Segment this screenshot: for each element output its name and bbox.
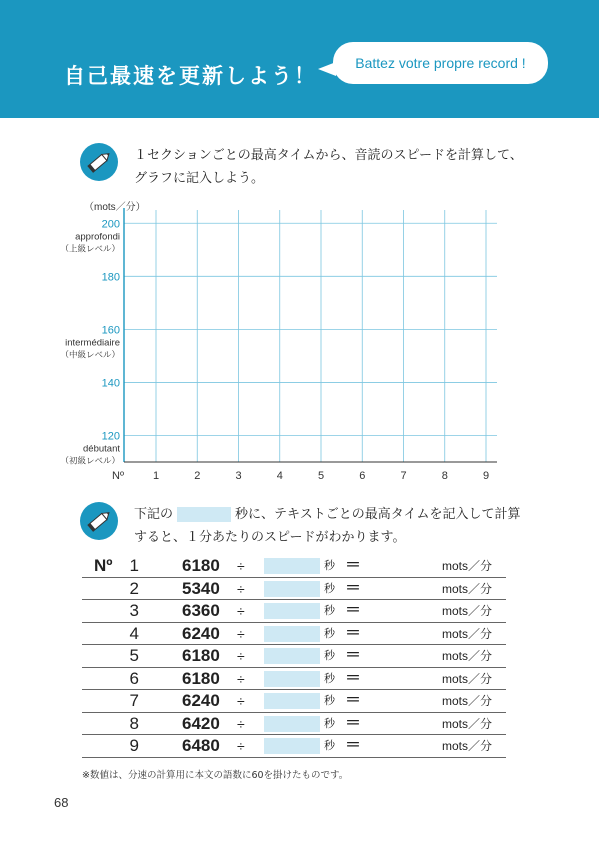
- divide-sign: ÷: [237, 670, 245, 687]
- row-number: 1: [129, 556, 139, 575]
- footnote: ※数値は、分速の計算用に本文の語数に60を掛けたものです。: [82, 770, 349, 781]
- level-label-jp: （上級レベル）: [60, 243, 120, 254]
- divide-sign: ÷: [237, 625, 245, 642]
- x-tick-label: 7: [400, 470, 407, 482]
- seconds-label: 秒: [324, 605, 335, 617]
- level-label: débutant: [83, 443, 120, 455]
- y-tick-label: 140: [101, 377, 120, 390]
- table-row: [82, 578, 506, 601]
- row-number: 5: [129, 646, 139, 665]
- divide-sign: ÷: [237, 715, 245, 732]
- pencil-icon: [80, 502, 118, 540]
- row-number: 4: [129, 623, 139, 643]
- equals-sign: ＝: [345, 624, 362, 642]
- seconds-label: 秒: [324, 582, 335, 595]
- y-tick-label: 180: [101, 271, 120, 284]
- seconds-input-box[interactable]: [264, 603, 320, 619]
- instruction-chart: １セクションごとの最高タイムから、音読のスピードを計算して、グラフに記入しよう。: [134, 148, 523, 186]
- seconds-input-box[interactable]: [264, 626, 320, 642]
- table-row: [82, 555, 506, 578]
- unit-label: mots／分: [442, 671, 493, 686]
- equals-sign: ＝: [345, 579, 362, 597]
- level-label-jp: （中級レベル）: [60, 349, 120, 360]
- divide-sign: ÷: [237, 580, 245, 597]
- seconds-input-box[interactable]: [264, 693, 320, 709]
- equals-sign: ＝: [345, 669, 362, 687]
- equals-sign: ＝: [345, 714, 362, 732]
- divide-sign: ÷: [237, 648, 245, 664]
- row-number: 3: [129, 601, 139, 620]
- y-tick-label: 160: [101, 324, 120, 337]
- equals-sign: ＝: [345, 557, 362, 574]
- seconds-input-box[interactable]: [264, 648, 320, 664]
- page-title: 自己最速を更新しよう！: [64, 64, 317, 88]
- table-row: [82, 645, 506, 668]
- x-tick-label: 3: [235, 470, 242, 482]
- seconds-input-box[interactable]: [264, 558, 320, 574]
- equals-sign: ＝: [345, 602, 362, 619]
- unit-label: mots／分: [442, 581, 493, 596]
- x-tick-label: 5: [317, 470, 325, 482]
- divide-sign: ÷: [237, 603, 245, 619]
- row-value: 6180: [182, 646, 220, 665]
- unit-label: mots／分: [442, 739, 493, 753]
- row-number: 8: [129, 713, 139, 733]
- x-tick-label: 2: [194, 470, 201, 482]
- seconds-label: 秒: [324, 650, 335, 662]
- equals-sign: ＝: [345, 692, 362, 709]
- seconds-label: 秒: [324, 672, 335, 685]
- instruction-table-before: 下記の: [134, 507, 174, 522]
- instruction-table: [134, 503, 524, 549]
- table-row: [82, 668, 506, 691]
- unit-label: mots／分: [442, 649, 493, 663]
- unit-label: mots／分: [442, 694, 493, 708]
- level-label: approfondi: [75, 231, 120, 243]
- speech-bubble-text: Battez votre propre record !: [355, 55, 526, 71]
- seconds-input-box[interactable]: [264, 716, 320, 732]
- x-tick-label: 8: [441, 470, 448, 482]
- row-value: 6240: [182, 691, 220, 710]
- page-number: 68: [54, 795, 69, 810]
- seconds-label: 秒: [324, 560, 335, 572]
- x-tick-label: 4: [276, 470, 283, 482]
- x-tick-label: 6: [359, 470, 366, 482]
- unit-label: mots／分: [442, 716, 493, 731]
- level-label-jp: （初級レベル）: [60, 455, 120, 466]
- seconds-label: 秒: [324, 740, 335, 752]
- row-value: 6240: [182, 623, 220, 643]
- equals-sign: ＝: [345, 647, 362, 664]
- row-value: 6420: [182, 713, 220, 733]
- row-number: 2: [129, 578, 139, 598]
- seconds-input-box[interactable]: [264, 581, 320, 597]
- divide-sign: ÷: [237, 738, 245, 754]
- level-label: intermédiaire: [65, 337, 120, 349]
- row-value: 6180: [182, 668, 220, 688]
- table-row: [82, 690, 506, 713]
- equals-sign: ＝: [345, 737, 362, 754]
- y-axis-unit: （mots／分）: [84, 202, 146, 213]
- x-tick-label: 1: [152, 470, 160, 482]
- row-value: 6480: [182, 736, 220, 755]
- instruction-table-after: 秒に、テキストごとの最高タイムを記入して計算すると、１分あたりのスピードがわかります。: [134, 507, 521, 545]
- y-tick-label: 120: [101, 430, 120, 443]
- table-row: [82, 600, 506, 623]
- row-number: 7: [129, 691, 139, 710]
- divide-sign: ÷: [237, 558, 245, 574]
- x-tick-label: 9: [482, 470, 490, 482]
- unit-label: mots／分: [442, 626, 493, 641]
- y-tick-label: 200: [101, 218, 120, 231]
- row-number: 9: [129, 736, 139, 755]
- row-number: 6: [129, 668, 139, 688]
- seconds-label: 秒: [324, 717, 335, 730]
- row-no-label: Nº: [94, 556, 113, 575]
- table-row: [82, 713, 506, 736]
- unit-label: mots／分: [442, 559, 493, 573]
- row-value: 6360: [182, 601, 220, 620]
- table-row: [82, 735, 506, 758]
- divide-sign: ÷: [237, 693, 245, 709]
- seconds-input-box[interactable]: [264, 671, 320, 687]
- unit-label: mots／分: [442, 604, 493, 618]
- seconds-label: 秒: [324, 627, 335, 640]
- x-axis-label: Nº: [112, 470, 124, 482]
- seconds-input-box[interactable]: [264, 738, 320, 754]
- calc-table: [82, 555, 506, 758]
- row-value: 5340: [182, 578, 220, 598]
- row-value: 6180: [182, 556, 220, 575]
- seconds-label: 秒: [324, 695, 335, 707]
- table-row: [82, 623, 506, 646]
- blank-box: [177, 507, 231, 522]
